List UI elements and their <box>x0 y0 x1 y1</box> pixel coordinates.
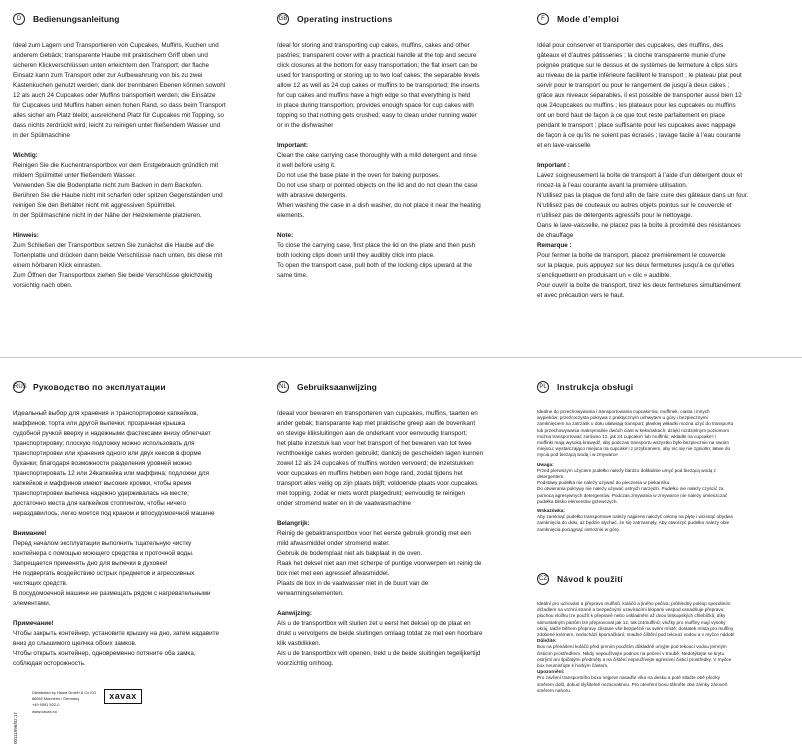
page-divider <box>0 357 802 358</box>
section-title: Instrukcja obsługi <box>557 382 634 392</box>
language-badge: GB <box>277 13 289 25</box>
note-heading: Aanwijzing: <box>277 610 312 617</box>
section-header <box>537 380 787 394</box>
section-title: Gebruiksaanwijzing <box>297 382 377 392</box>
section-header <box>13 12 263 26</box>
language-badge: PL <box>537 381 549 393</box>
section-title: Návod k použití <box>557 574 623 584</box>
brand-logo: xavax <box>104 689 142 704</box>
note-heading: Note: <box>277 232 294 239</box>
section-header <box>277 380 527 394</box>
language-badge: NL <box>277 381 289 393</box>
section-header <box>277 12 527 26</box>
warning-text: Reinig de gebaktransportbox voor het eerste gebruik grondig met een mild afwasmiddel onder stromend water. Gebruik de bodemplaat niet als bakplaat in de oven. Raak het deksel niet aan met scherpe of puntige voorwerpen en reinig de box niet met een agressief afwasmiddel. Plaats de box in de vaatwasser niet in de buurt van de verwarmingselementen. <box>277 530 482 597</box>
section-title: Operating instructions <box>297 14 393 24</box>
section-header <box>537 572 787 586</box>
warning-heading: Wichtig: <box>13 152 38 159</box>
distributor-phone: +49 9091 502-0 <box>32 702 60 708</box>
intro-text: Ideaal voor bewaren en transporteren van cupcakes, muffins, taarten en ander gebak; transparante kap met praktische greep aan de bovenkant en stevige kliksluitingen aan de onderkant voor eenvoudig transport; het platte inzetstuk kan voor het transport of het bewaren van tot twee rechthoekige cakes worden gebruikt; dankzij de gescheiden lagen kunnen zowel 12 als 24 cupcakes of muffins worden vervoerd; de inzetstukken voor cupcakes en muffins hebben een hoge rand, zodat tijdens het transport alles veilig op zijn plaats blijft; voldoende plaats voor cupcakes met topping, zodat er niets wordt platgedrukt; eenvoudig te reinigen onder stromend water en in de vaatwasmachine <box>277 410 484 507</box>
warning-text: Przed pierwszym użyciem pudełko należy bardzo dokładnie umyć pod bieżącą wodą z detergentem. Podstawy pudełka nie należy używać do pieczenia w piekarniku. Do otwierania pokrywy nie należy używać ostrych narzędzi. Pudełko nie należy czyścić za pomocą agresywnych detergentów. Podczas zmywania w zmywarce nie należy umieszczać pudełka blisko elementów grzewczych. <box>537 467 728 504</box>
note-text: To close the carrying case, first place the lid on the plate and then push both locking clips down until they audibly click into place. To open the transport case, pull both of the locking clips upward at the same time. <box>277 242 476 279</box>
note-text: Pour fermer la boîte de transport, placez premièrement le couvercle sur la plaque, puis appuyez sur les deux fermetures jusqu’à ce qu’elles s’encliquettent en produisant un « clic » audible. Pour ouvrir la boîte de transport, tirez les deux fermetures simultanément et avec précaution vers le haut. <box>537 252 741 299</box>
warning-heading: Important: <box>277 142 309 149</box>
distributor-name: Distributed by Hama GmbH & Co KG <box>32 690 96 695</box>
note-heading: Upozornění: <box>537 669 565 675</box>
note-text: Чтобы закрыть контейнер, установите крышку на дно, затем надавите вниз до слышимого щелчка обоих замков. Чтобы открыть контейнер, одновременно потяните оба замка, соблюдая осторожность. <box>13 630 219 667</box>
note-text: Aby zamknąć pudełko transportowe należy najpierw nałożyć osłonę na płytę i wcisnąć obydwa zamknięcia do dołu, aż będzie słychać, że się zatrzasnęły. Aby otworzyć pudełko należy obie zamknięcia pociągnąć ostrożnie w górę. <box>537 514 733 532</box>
section-title: Mode d’emploi <box>557 14 620 24</box>
distributor-website: www.xavax.eu <box>32 708 57 714</box>
section-header <box>13 380 263 394</box>
note-heading: Hinweis: <box>13 232 39 239</box>
language-badge: F <box>537 13 549 25</box>
section-title: Bedienungsanleitung <box>33 14 120 24</box>
note-heading: Примечание! <box>13 620 54 627</box>
section-title: Руководство по эксплуатации <box>33 382 166 392</box>
warning-heading: Important : <box>537 162 570 169</box>
section-pl <box>537 380 787 533</box>
intro-text: Идеальный выбор для хранения и транспортировки капкейков, маффинов, торта или другой выпечки; прозрачная крышка судобной ручкой вверху и надежными фастексами внизу облегчает транспортировку; плоскую подложку можно использовать для транспортировки или хранения одного или двух кексов в форме буханки; благодаря возможности разделения уровней можно транспортировать 12 или 24капкейка или маффина; подложки для капкейков и маффинов имеют высокие кромки, чтобы время транспортировки выпечка надежно удерживалась на месте; достаточно места для капкейков стоппингом, чтобы ничего нераздавилось; легко моется под краном и впосудомоечной машине <box>13 410 215 517</box>
note-heading: Wskazówka: <box>537 508 565 514</box>
note-heading: Remarque : <box>537 242 572 249</box>
intro-text: Ideal zum Lagern und Transportieren von Cupcakes, Muffins, Kuchen und anderem Gebäck; transparente Haube mit praktischem Griff oben und sicheren Klickverschlüssen unten erleichtern den Transport; der flache Einsatz kann zum Transport oder zur Aufbewahrung von bis zu zwei Kastenkuchen genutzt werden; dank der trennbaren Ebenen können sowohl 12 als auch 24 Cupcakes oder Muffins transportiert werden; die Einsätze für Cupcakes und Muffins haben einen hohen Rand, so dass beim Transport alles sicher am Platz bleibt; ausreichend Platz für Cupcakes mit Topping, so dass nichts zerdrückt wird; leicht zu reinigen unter fließendem Wasser und in der Spülmaschine <box>13 42 226 139</box>
warning-text: Box na přenášení koláčů před prvním použitím důkladně umyjte pod tekoucí vodou jemným čisticím prostředkem. Nikdy nepoužívejte podnos na pečení v troubě. Nedotýkejte se krytu ostrými ani špičatými předměty a na čištění nepoužívejte agresivní čisticí prostředky. V myčce box neumisťujte k horkým částem. <box>537 644 732 669</box>
note-text: Pro zavření transportního boxu nejprve nasaďte víko na desku a poté stlačte obě přezky směrem dolů, dokud slyšitelně nezacvaknou. Pro otevření boxu táhněte oba zámky zároveň směrem nahoru. <box>537 675 728 693</box>
section-gb <box>277 12 527 281</box>
warning-text: Lavez soigneusement la boîte de transport à l’aide d’un détergent doux et rincez-la à l’eau courante avant la première utilisation. N’utilisez pas la plaque de fond afin de faire cuire des gâteaux dans un four. N’utilisez pas de couteaux ou autres objets pointus sur le couvercle et n’utilisez pas de détergents agressifs pour le nettoyage. Dans le lave-vaisselle, ne placez pas la boîte à proximité des résistances de chauffage <box>537 172 749 239</box>
warning-text: Перед началом эксплуатации выполнить тщательную чистку контейнера с помощью моющего средства и проточной воды. Запрещается применять дно для выпечки в духовке! Не подвергать воздействию острых предметов и агрессивных чистящих средств. В посудомоечной машине не размещать рядом с нагревательными элементами. <box>13 540 211 607</box>
warning-text: Reinigen Sie die Kuchentransportbox vor dem Erstgebrauch gründlich mit mildem Spülmittel unter fließendem Wasser. Verwenden Sie die Bodenplatte nicht zum Backen in dem Backofen. Berühren Sie die Haube nicht mit scharfen oder spitzen Gegenständen und reinigen Sie den Behälter nicht mit aggressiven Spülmittel. In der Spülmaschine nicht in der Nähe der Heizelemente platzieren. <box>13 162 223 219</box>
distributor-address: 86652 Monheim / Germany <box>32 696 80 702</box>
warning-heading: Důležité: <box>537 638 557 644</box>
note-text: Als u de transportbox wilt sluiten zet u eerst het deksel op de plaat en drukt u vervolgens de beide sluitingen omlaag totdat ze met een hoorbare klik vastklikken. Als u de transportbox wilt openen, trekt u de beide sluitingen tegelijkertijd voorzichtig omhoog. <box>277 620 483 667</box>
language-badge: CZ <box>537 573 549 585</box>
language-badge: D <box>13 13 25 25</box>
intro-text: Idéal pour conserver et transporter des cupcakes, des muffins, des gâteaux et d’autres pâtisseries ; la cloche transparente munie d’une poignée pratique sur le dessus et de systèmes de fermeture à clips sûrs au niveau de la partie inférieure facilitent le transport ; le plateau plat peut servir pour le transport ou pour le rangement de jusqu’à deux cakes ; grâce aux niveaux séparables, il est possible de transporter aussi bien 12 que 24cupcakes ou muffins ; les plateaux pour les cupcakes ou muffins ont un bord haut de façon à ce que tout reste parfaitement en place pendant le transport ; place suffisante pour les cupcakes avec nappage de façon à ce qu’ils ne soient pas écrasés ; lavage facile à l’eau courante et en lave-vaisselle <box>537 42 742 149</box>
section-nl <box>277 380 527 669</box>
section-header <box>537 12 787 26</box>
warning-text: Clean the cake carrying case thoroughly with a mild detergent and rinse it well before using it. Do not use the base plate in the oven for baking purposes. Do not use sharp or pointed objects on the lid and do not clean the case with abrasive detergents. When washing the case in a dish washer, do not place it near the heating elements. <box>277 152 481 219</box>
document-code: 00111996/02.17 <box>13 712 18 744</box>
section-fr <box>537 12 787 301</box>
language-badge: RUS <box>13 381 25 393</box>
section-rus <box>13 380 263 669</box>
section-de <box>13 12 263 291</box>
intro-text: Ideal for storing and transporting cup cakes, muffins, cakes and other pastries; transparent cover with a practical handle at the top and secure click closures at the bottom for easy transportation; the flat insert can be used for transporting or storing up to two loaf cakes; the separable levels allow 12 as well as 24 cup cakes or muffins to be transported; the inserts for cup cakes and muffins have a high edge so that everything is held in place during transportion; provides enough space for cup cakes with topping so that nothing gets crushed; easy to clean under running water or in the dishwasher <box>277 42 480 129</box>
intro-text: Ideální pro uchování a přepravu muffinů, koláčů a jiného pečiva; průhledný poklop speciálním držadlem na vrchní straně a bezpečnými uzavíracími klopami vespod usnadňuje přepravu; plochou vložku lze použít k přepravě nebo uskladnění až dvou biskupských chlebíčků; díky samostatným patrům lze přepravovat jak 12, tak i24muffinů; vložky pro muffiny mají vysoký okraj, takže během přepravy zůstane vše bezpečně na svém místě; dostatek místa pro muffiny zdobené krémem, nedochází kpomačkání; snadné čištění pod tekoucí vodou a v myčce nádobí <box>537 601 735 638</box>
note-text: Zum Schließen der Transportbox setzen Sie zunächst die Haube auf die Tortenplatte und drücken dann beide Verschlüsse nach unten, bis diese mit einem hörbaren Klick einrasten. Zum Öffnen der Transportbox ziehen Sie beide Verschlüsse gleichzeitig vorsichtig nach oben. <box>13 242 223 289</box>
warning-heading: Внимание! <box>13 530 47 537</box>
warning-heading: Uwaga: <box>537 461 554 467</box>
section-cz <box>537 572 787 694</box>
warning-heading: Belangrijk: <box>277 520 310 527</box>
intro-text: Idealne do przechowywania i transportowania cupcake’ów, muffinek, ciasta i innych wypieków; przeźroczysta pokrywa z praktycznym uchwytem u góry i bezpiecznymi zamknięciem na zatrzask u dołu ułatwiają transport; płaskiej wkładki można użyć do transportu lub przechowywania maksymalnie dwóch ciast w keksówkach; dzięki rozdzielnym poziomom można transportować zarówno 12, jak 24 cupcake’i lub muffinki; wkładki na cupcake’i i muffinki mają wysoką krawędź, aby podczas transportu wszystko było bezpiecznie na swoim miejscu; wystarczająco miejsca na cupcake’i z przybraniem, aby nic się nie zgniotło; łatwe do mycia pod bieżącą wodą i w zmywarce <box>537 409 734 458</box>
distributor-info <box>32 690 102 715</box>
